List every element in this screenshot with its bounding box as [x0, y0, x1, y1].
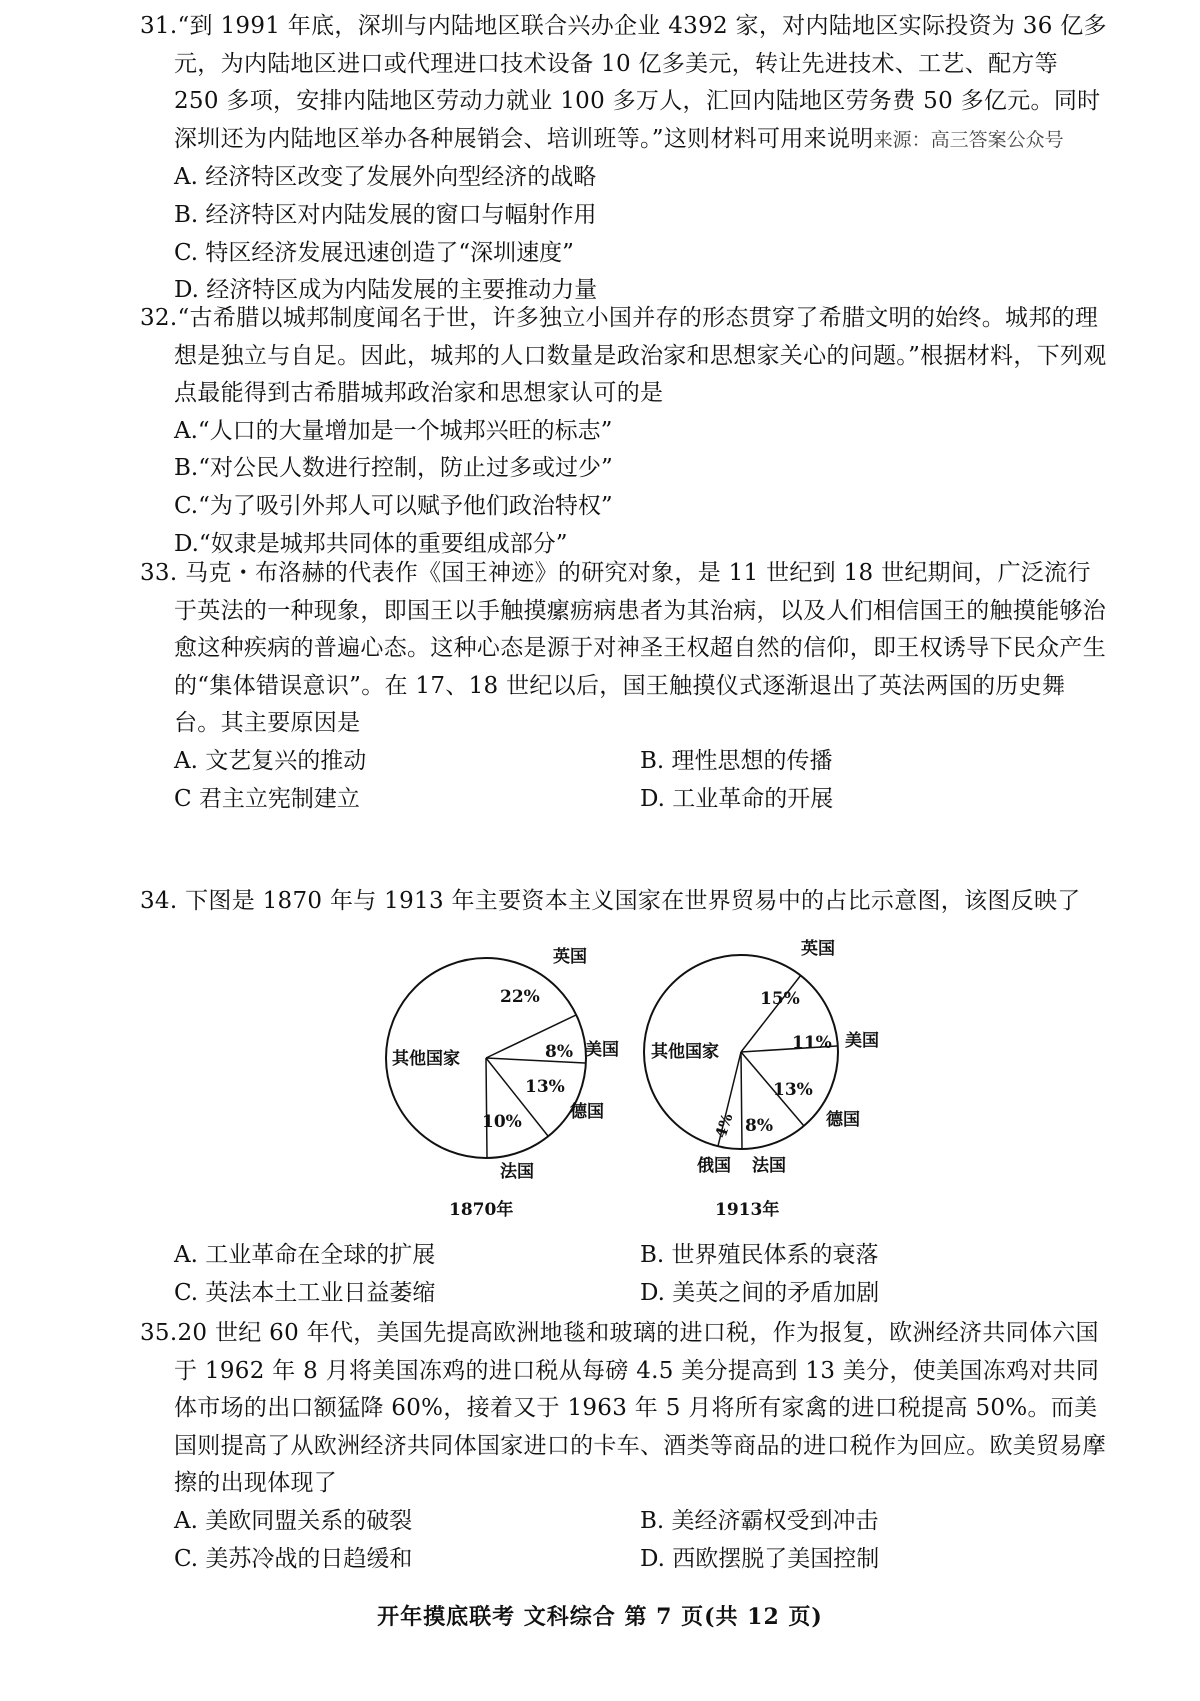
chart-title: 1870年 — [449, 1200, 514, 1220]
slice-label-france: 法国 — [500, 1162, 534, 1182]
slice-label-us: 美国 — [845, 1031, 879, 1051]
question-stem: 33. 马克・布洛赫的代表作《国王神迹》的研究对象，是 11 世纪到 18 世纪期间，广泛流行于英法的一种现象，即国王以手触摸瘰疬病患者为其治病，以及人们相信国王的触摸能够治愈这种疾病的普遍心态。这种心态是源于对神圣王权超自然的信仰，即王权诱导下民众产生的“集体错误意识”。在 17、18 世纪以后，国王触摸仪式逐渐退出了英法两国的历史舞台。其主要原因是 — [140, 560, 1106, 737]
option-b: B. 经济特区对内陆发展的窗口与幅射作用 — [174, 201, 597, 228]
slice-value-us: 11% — [792, 1033, 832, 1053]
slice-label-russia: 俄国 — [697, 1156, 731, 1176]
slice-value-germany: 13% — [525, 1077, 565, 1097]
slice-label-uk: 英国 — [801, 939, 835, 959]
slice-label-france: 法国 — [752, 1156, 786, 1176]
slice-value-uk: 15% — [760, 989, 800, 1009]
slice-value-france: 8% — [745, 1116, 773, 1136]
option-a: A. 美欧同盟关系的破裂 — [174, 1507, 413, 1534]
slice-label-us: 美国 — [585, 1040, 619, 1060]
option-d: D. 工业革命的开展 — [640, 785, 834, 812]
option-d: D.“奴隶是城邦共同体的重要组成部分” — [174, 530, 568, 557]
option-c: C 君主立宪制建立 — [174, 785, 360, 812]
slice-value-france: 10% — [482, 1112, 522, 1132]
options-grid — [140, 1503, 1110, 1578]
slice-label-others: 其他国家 — [651, 1042, 719, 1062]
option-d: D. 西欧摆脱了美国控制 — [640, 1545, 880, 1572]
option-a: A. 经济特区改变了发展外向型经济的战略 — [174, 164, 597, 191]
option-b: B. 世界殖民体系的衰落 — [640, 1242, 879, 1268]
source-note: 来源：高三答案公众号 — [873, 128, 1064, 151]
slice-divider — [741, 1052, 742, 1149]
option-b: B. 理性思想的传播 — [640, 747, 833, 774]
slice-value-us: 8% — [545, 1042, 573, 1062]
question-stem: 31.“到 1991 年底，深圳与内陆地区联合兴办企业 4392 家，对内陆地区实际投资为 36 亿多元，为内陆地区进口或代理进口技术设备 10 亿多美元，转让先进技术、工艺、配方等 250 多项，安排内陆地区劳动力就业 100 多万人，汇回内陆地区劳务费 50 多亿元。同时深圳还为内陆地区举办各种展销会、培训班等。”这则材料可用来说明来源：高三答案公众号 — [140, 13, 1107, 152]
option-b: B. 美经济霸权受到冲击 — [640, 1507, 879, 1534]
question-35 — [140, 1315, 1110, 1578]
option-c: C.“为了吸引外邦人可以赋予他们政治特权” — [174, 492, 613, 519]
option-c: C. 英法本土工业日益萎缩 — [174, 1279, 436, 1306]
slice-value-uk: 22% — [500, 987, 540, 1007]
slice-value-russia: 4% — [711, 1111, 737, 1141]
options-grid — [140, 1237, 1110, 1312]
question-stem: 32.“古希腊以城邦制度闻名于世，许多独立小国并存的形态贯穿了希腊文明的始终。城邦的理想是独立与自足。因此，城邦的人口数量是政治家和思想家关心的问题。”根据材料，下列观点最能得到古希腊城邦政治家和思想家认可的是 — [140, 305, 1107, 407]
option-a: A. 工业革命在全球的扩展 — [174, 1242, 436, 1268]
slice-label-uk: 英国 — [553, 947, 587, 967]
option-c: C. 美苏冷战的日趋缓和 — [174, 1545, 413, 1572]
slice-label-germany: 德国 — [826, 1110, 860, 1130]
option-a: A. 文艺复兴的推动 — [174, 747, 367, 774]
option-b: B.“对公民人数进行控制，防止过多或过少” — [174, 455, 613, 482]
slice-label-germany: 德国 — [570, 1102, 604, 1122]
option-c: C. 特区经济发展迅速创造了“深圳速度” — [174, 239, 574, 266]
pie-chart-1870 — [386, 947, 619, 1220]
option-a: A.“人口的大量增加是一个城邦兴旺的标志” — [174, 417, 613, 444]
slice-divider — [486, 1058, 487, 1157]
page-footer: 开年摸底联考 文科综合 第 7 页(共 12 页) — [377, 1604, 823, 1630]
slice-value-germany: 13% — [773, 1080, 813, 1100]
question-34-options — [140, 1237, 1110, 1312]
option-d: D. 经济特区成为内陆发展的主要推动力量 — [174, 277, 598, 304]
slice-label-others: 其他国家 — [392, 1049, 460, 1069]
question-stem: 35.20 世纪 60 年代，美国先提高欧洲地毯和玻璃的进口税，作为报复，欧洲经济共同体六国于 1962 年 8 月将美国冻鸡的进口税从每磅 4.5 美分提高到 13 美分，使美国冻鸡对共同体市场的出口额猛降 60%，接着又于 1963 年 5 月将所有家禽的进口税提高 50%。而美国则提高了从欧洲经济共同体国家进口的卡车、酒类等商品的进口税作为回应。欧美贸易摩擦的出现体现了 — [140, 1320, 1106, 1497]
pie-chart-1913 — [644, 939, 879, 1220]
chart-title: 1913年 — [715, 1200, 780, 1220]
option-d: D. 美英之间的矛盾加剧 — [640, 1279, 880, 1306]
question-stem: 34. 下图是 1870 年与 1913 年主要资本主义国家在世界贸易中的占比示意图，该图反映了 — [140, 888, 1081, 914]
